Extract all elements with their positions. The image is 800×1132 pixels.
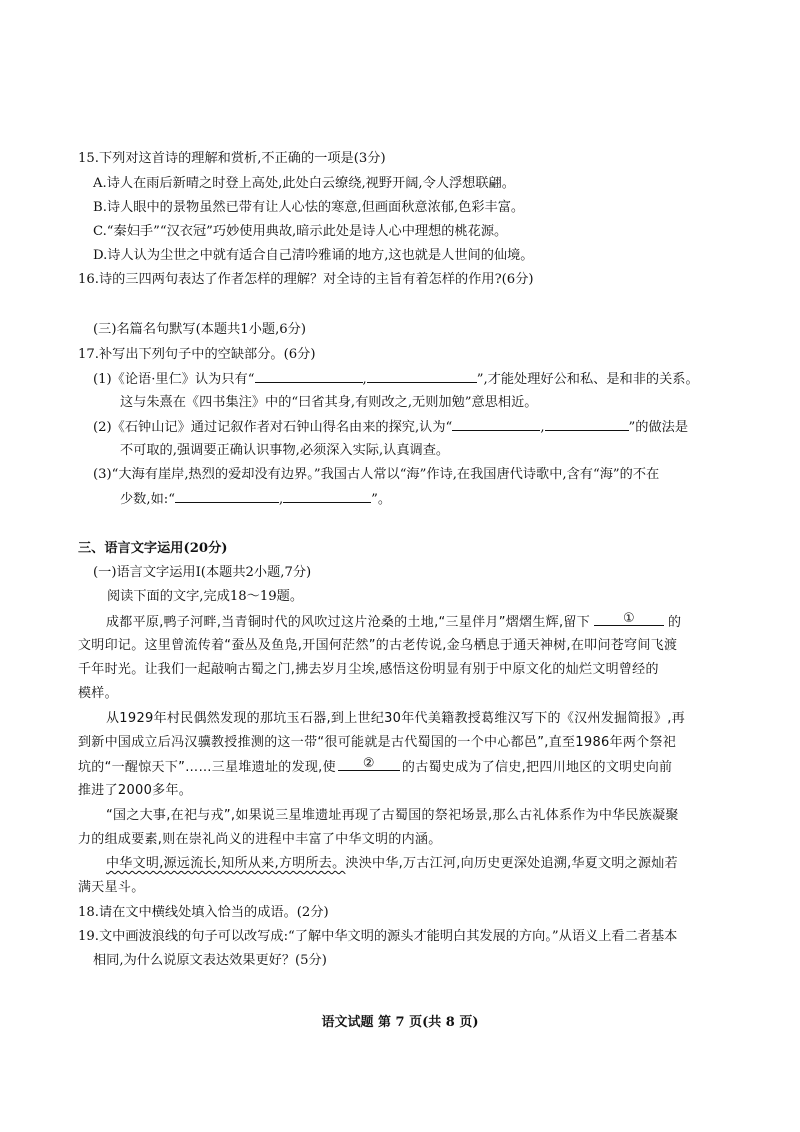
passage-para4-line1: 中华文明,源远流长,知所从来,方明所去。泱泱中华,万古江河,向历史更深处追溯,华夏文明之源灿若 bbox=[106, 856, 678, 871]
q18-stem: 18.请在文中横线处填入恰当的成语。(2分) bbox=[78, 905, 329, 920]
q17-part2-line2: 不可取的,强调要正确认识事物,必须深入实际,认真调查。 bbox=[120, 443, 450, 458]
blank-2[interactable]: ② bbox=[338, 758, 400, 771]
page-footer: 语文试题 第 7 页(共 8 页) bbox=[321, 1015, 479, 1030]
passage-para4-line2: 满天星斗。 bbox=[78, 880, 145, 895]
answer-blank[interactable] bbox=[283, 490, 371, 503]
q17-part3-line1: (3)“大海有崖岸,热烈的爱却没有边界。”我国古人常以“海”作诗,在我国唐代诗歌中,含有“海”的不在 bbox=[93, 467, 660, 482]
q17-stem: 17.补写出下列句子中的空缺部分。(6分) bbox=[78, 347, 316, 362]
blank-1[interactable]: ① bbox=[594, 613, 664, 626]
q15-option-c: C.“秦妇手”“汉衣冠”巧妙使用典故,暗示此处是诗人心中理想的桃花源。 bbox=[93, 224, 508, 239]
q15-option-b: B.诗人眼中的景物虽然已带有让人心怯的寒意,但画面秋意浓郁,色彩丰富。 bbox=[93, 200, 525, 215]
q17-part3-line2: 少数,如:“ , ”。 bbox=[120, 492, 392, 507]
q19-line1: 19.文中画波浪线的句子可以改写成:“了解中华文明的源头才能明白其发展的方向。”从语义上看二者基本 bbox=[78, 929, 678, 944]
q17-part1-line2: 这与朱熹在《四书集注》中的“曰省其身,有则改之,无则加勉”意思相近。 bbox=[120, 395, 538, 410]
answer-blank[interactable] bbox=[452, 418, 540, 431]
q15-option-d: D.诗人认为尘世之中就有适合自己清吟雅诵的地方,这也就是人世间的仙境。 bbox=[93, 248, 534, 263]
section-3-heading: (三)名篇名句默写(本题共1小题,6分) bbox=[93, 322, 306, 337]
passage-para2-line2: 到新中国成立后冯汉骥教授推测的这一带“很可能就是古代蜀国的一个中心都邑”,直至1986年两个祭祀 bbox=[78, 735, 677, 750]
wavy-underlined-sentence: 中华文明,源远流长,知所从来,方明所去。 bbox=[106, 856, 346, 871]
passage-para3-line2: 力的组成要素,则在崇礼尚义的进程中丰富了中华文明的内涵。 bbox=[78, 832, 442, 847]
q16-stem: 16.诗的三四两句表达了作者怎样的理解？对全诗的主旨有着怎样的作用?(6分) bbox=[78, 272, 534, 287]
part-3-heading: 三、语言文字运用(20分) bbox=[78, 541, 228, 556]
answer-blank[interactable] bbox=[367, 370, 477, 383]
q15-stem: 15.下列对这首诗的理解和赏析,不正确的一项是(3分) bbox=[78, 151, 386, 166]
q19-line2: 相同,为什么说原文表达效果更好？(5分) bbox=[93, 953, 327, 968]
answer-blank[interactable] bbox=[545, 418, 629, 431]
passage-para1-line1: 成都平原,鸭子河畔,当青铜时代的风吹过这片沧桑的土地,“三星伴月”熠熠生辉,留下 ① 的 bbox=[106, 611, 682, 630]
passage-para2-line1: 从1929年村民偶然发现的那坑玉石器,到上世纪30年代美籍教授葛维汉写下的《汉州发掘简报》,再 bbox=[106, 711, 685, 726]
passage-para1-line2: 文明印记。这里曾流传着“蚕丛及鱼凫,开国何茫然”的古老传说,金乌栖息于通天神树,在叩问苍穹间飞渡 bbox=[78, 638, 678, 653]
passage-para2-line3: 坑的“一醒惊天下”……三星堆遗址的发现,使 ② 的古蜀史成为了信史,把四川地区的文明史向前 bbox=[78, 756, 673, 775]
answer-blank[interactable] bbox=[175, 490, 279, 503]
q15-option-a: A.诗人在雨后新晴之时登上高处,此处白云缭绕,视野开阔,令人浮想联翩。 bbox=[93, 176, 515, 191]
passage-para1-line4: 模样。 bbox=[78, 686, 118, 701]
q17-part2-line1: (2)《石钟山记》通过记叙作者对石钟山得名由来的探究,认为“ , ”的做法是 bbox=[93, 420, 689, 435]
passage-para1-line3: 千年时光。让我们一起敲响古蜀之门,拂去岁月尘埃,感悟这份明显有别于中原文化的灿烂文明曾经的 bbox=[78, 662, 659, 677]
q17-part1-line1: (1)《论语·里仁》认为只有“ , ”,才能处理好公和私、是和非的关系。 bbox=[93, 372, 699, 387]
reading-intro: 阅读下面的文字,完成18～19题。 bbox=[107, 589, 304, 604]
part-3-subheading: (一)语言文字运用Ⅰ(本题共2小题,7分) bbox=[93, 565, 312, 580]
passage-para2-line4: 推进了2000多年。 bbox=[78, 783, 193, 798]
passage-para3-line1: “国之大事,在祀与戎”,如果说三星堆遗址再现了古蜀国的祭祀场景,那么古礼体系作为中华民族凝聚 bbox=[106, 808, 679, 823]
answer-blank[interactable] bbox=[255, 370, 363, 383]
